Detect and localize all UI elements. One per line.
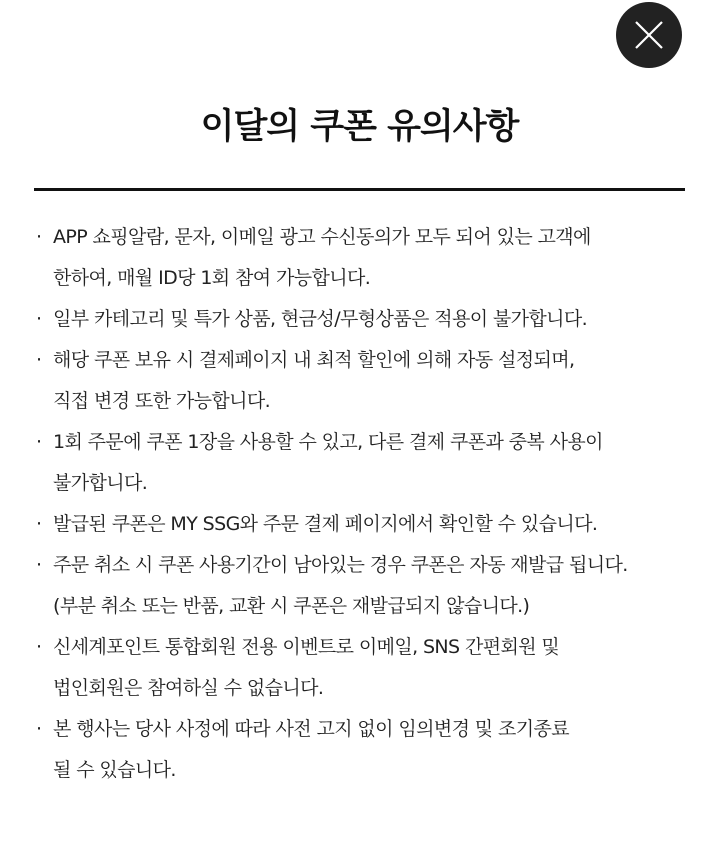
list-item [34,217,704,299]
page-title: 이달의 쿠폰 유의사항 [200,107,519,147]
notice-text: 일부 카테고리 및 특가 상품, 현금성/무형상품은 적용이 불가합니다. [53,308,588,330]
notice-text: (부분 취소 또는 반품, 교환 시 쿠폰은 재발급되지 않습니다.) [53,595,530,617]
bullet-icon: · [36,349,42,371]
bullet-icon: · [36,718,42,740]
notice-text: 본 행사는 당사 사정에 따라 사전 고지 없이 임의변경 및 조기종료 [53,718,570,740]
notice-text: 1회 주문에 쿠폰 1장을 사용할 수 있고, 다른 결제 쿠폰과 중복 사용이 [53,431,603,453]
list-item [34,627,704,709]
notice-text: 주문 취소 시 쿠폰 사용기간이 남아있는 경우 쿠폰은 자동 재발급 됩니다. [53,554,628,576]
close-button[interactable] [616,2,682,68]
notice-text: APP 쇼핑알람, 문자, 이메일 광고 수신동의가 모두 되어 있는 고객에 [53,226,591,248]
notice-list [34,217,704,791]
notice-text: 해당 쿠폰 보유 시 결제페이지 내 최적 할인에 의해 자동 설정되며, [53,349,575,371]
notice-text: 불가합니다. [53,472,148,494]
bullet-icon: · [36,554,42,576]
notice-text: 직접 변경 또한 가능합니다. [53,390,271,412]
bullet-icon: · [36,226,42,248]
notice-text: 될 수 있습니다. [53,759,176,781]
list-item [34,299,704,340]
bullet-icon: · [36,513,42,535]
notice-text: 발급된 쿠폰은 MY SSG와 주문 결제 페이지에서 확인할 수 있습니다. [53,513,598,535]
close-icon [634,20,664,50]
bullet-icon: · [36,636,42,658]
bullet-icon: · [36,308,42,330]
notice-text: 법인회원은 참여하실 수 없습니다. [53,677,324,699]
list-item [34,504,704,545]
list-item [34,709,704,791]
list-item [34,422,704,504]
list-item [34,545,704,627]
title-divider [34,188,685,191]
list-item [34,340,704,422]
bullet-icon: · [36,431,42,453]
notice-text: 한하여, 매월 ID당 1회 참여 가능합니다. [53,267,371,289]
notice-text: 신세계포인트 통합회원 전용 이벤트로 이메일, SNS 간편회원 및 [53,636,560,658]
